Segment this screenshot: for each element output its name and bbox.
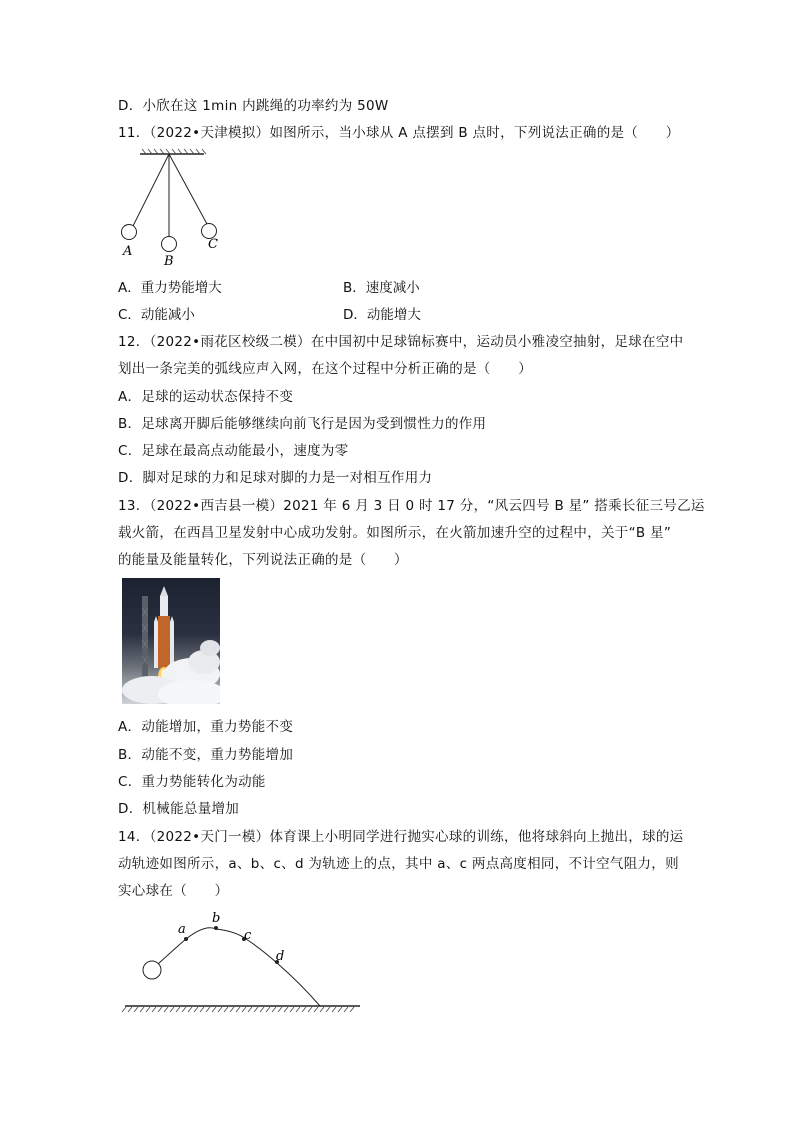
question-13-line2: 载火箭，在西昌卫星发射中心成功发射。如图所示，在火箭加速升空的过程中，关于“B 星” xyxy=(118,525,672,541)
question-12-line2: 划出一条完美的弧线应声入网，在这个过程中分析正确的是（ ） xyxy=(118,361,532,377)
q13-option-c: C．重力势能转化为动能 xyxy=(118,774,266,790)
pendulum-label-b: B xyxy=(164,254,174,268)
pendulum-label-c: C xyxy=(208,237,218,252)
q13-option-d: D．机械能总量增加 xyxy=(118,801,240,817)
question-12-line1: 12．（2022•雨花区校级二模）在中国初中足球锦标赛中，运动员小雅凌空抽射，足球在空中 xyxy=(118,334,684,350)
trajectory-label-d: d xyxy=(276,949,285,964)
q12-option-b: B．足球离开脚后能够继续向前飞行是因为受到惯性力的作用 xyxy=(118,416,487,432)
trajectory-label-b: b xyxy=(212,911,221,926)
question-14-line3: 实心球在（ ） xyxy=(118,883,229,899)
trajectory-label-c: c xyxy=(244,928,252,943)
pendulum-figure xyxy=(112,146,222,268)
pendulum-label-a: A xyxy=(123,244,133,259)
question-14-line1: 14．（2022•天门一模）体育课上小明同学进行抛实心球的训练，他将球斜向上抛出，球的运 xyxy=(118,829,684,845)
trajectory-figure xyxy=(120,906,365,1018)
question-11: 11．（2022•天津模拟）如图所示，当小球从 A 点摆到 B 点时，下列说法正确的是（ ） xyxy=(118,125,680,141)
q13-option-b: B．动能不变，重力势能增加 xyxy=(118,747,294,763)
q11-option-d: D．动能增大 xyxy=(343,307,421,323)
line-d10: D．小欣在这 1min 内跳绳的功率约为 50W xyxy=(118,98,389,114)
trajectory-label-a: a xyxy=(178,922,186,937)
q12-option-c: C．足球在最高点动能最小，速度为零 xyxy=(118,443,349,459)
question-13-line3: 的能量及能量转化，下列说法正确的是（ ） xyxy=(118,552,408,568)
question-14-line2: 动轨迹如图所示，a、b、c、d 为轨迹上的点，其中 a、c 两点高度相同，不计空气阻力，则 xyxy=(118,856,679,872)
q13-option-a: A．动能增加，重力势能不变 xyxy=(118,719,294,735)
q11-option-b: B．速度减小 xyxy=(343,280,420,296)
q12-option-d: D．脚对足球的力和足球对脚的力是一对相互作用力 xyxy=(118,470,433,486)
q12-option-a: A．足球的运动状态保持不变 xyxy=(118,389,294,405)
q11-option-c: C．动能减小 xyxy=(118,307,195,323)
q11-option-a: A．重力势能增大 xyxy=(118,280,222,296)
rocket-launch-image xyxy=(122,578,220,704)
question-13-line1: 13．（2022•西吉县一模）2021 年 6 月 3 日 0 时 17 分，“风云四号 B 星” 搭乘长征三号乙运 xyxy=(118,498,705,514)
